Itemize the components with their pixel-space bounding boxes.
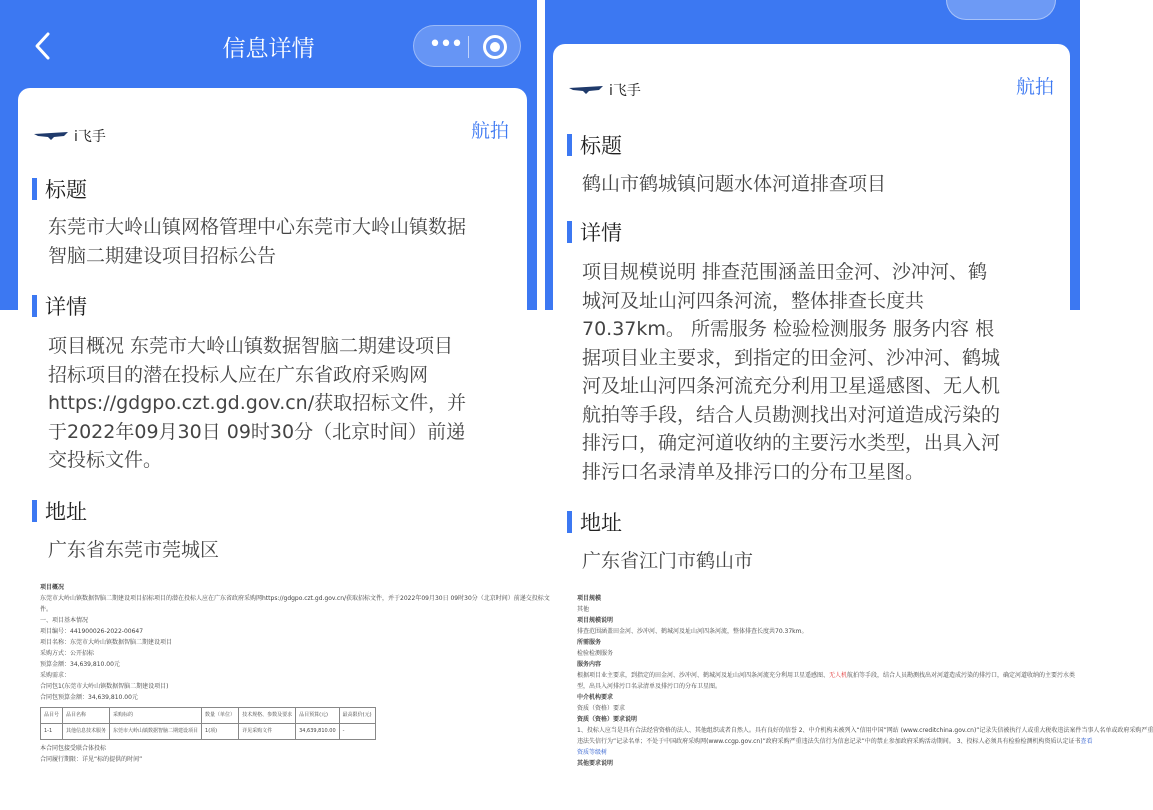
heading-bar bbox=[567, 511, 572, 533]
detail-text bbox=[48, 332, 466, 475]
table-cell: 东莞市大岭山镇数据智脑二期建设项目 bbox=[110, 724, 202, 740]
wing-logo-icon bbox=[34, 131, 68, 141]
heading-bar bbox=[32, 500, 37, 522]
page-title: 信息详情 bbox=[222, 36, 315, 62]
doc-line: 项目规模说明 bbox=[577, 617, 614, 624]
table-cell: - bbox=[339, 724, 375, 740]
right-screenshot bbox=[545, 0, 1153, 810]
detail-line: 于2022年09月30日 09时30分（北京时间）前递 bbox=[48, 420, 466, 443]
heading-text: 地址 bbox=[580, 511, 622, 535]
title-line: 东莞市大岭山镇网格管理中心东莞市大岭山镇数据 bbox=[48, 216, 467, 238]
table-cell: 1(项) bbox=[202, 724, 239, 740]
doc-line: 1、投标人应当是具有合法经营资格的法人、其他组织或者自然人。具有良好的信誉 2、中介机构未被列入“信用中国”网站 (www.creditchina.gov.cn)”记录失信被执行人或重大税收违法案件当事人名单或政府采购严重 bbox=[577, 727, 1153, 734]
title-heading bbox=[32, 174, 87, 204]
address-text: 广东省东莞市莞城区 bbox=[48, 539, 220, 561]
doc-line: 本合同包接受联合体投标 bbox=[40, 745, 107, 752]
capsule-divider bbox=[468, 36, 469, 58]
table-cell: 34,639,810.00 bbox=[296, 724, 340, 740]
detail-line: 据项目业主要求，到指定的田金河、沙冲河、鹤城 bbox=[582, 346, 1001, 369]
heading-text: 详情 bbox=[580, 221, 622, 245]
table-header-cell: 采购标的 bbox=[110, 708, 202, 724]
doc-line: 检验检测服务 bbox=[577, 650, 614, 657]
detail-line: 排污口名录清单及排污口的分布卫星图。 bbox=[582, 460, 925, 483]
detail-card bbox=[553, 44, 1153, 810]
doc-text: 航拍等手段，结合人员勘测找出对河道造成污染的排污口，确定河道收纳的主要污水类 bbox=[847, 672, 1076, 679]
detail-heading bbox=[567, 217, 622, 247]
detail-line: 70.37km。 所需服务 检验检测服务 服务内容 根 bbox=[582, 318, 995, 340]
detail-line: 项目规模说明 排查范围涵盖田金河、沙冲河、鹤 bbox=[582, 261, 988, 283]
doc-line: 预算金额：34,639,810.00元 bbox=[40, 661, 120, 668]
heading-text: 地址 bbox=[45, 500, 87, 524]
doc-line: 中介机构要求 bbox=[577, 694, 614, 701]
address-text: 广东省江门市鹤山市 bbox=[582, 550, 754, 572]
title-text bbox=[48, 213, 466, 270]
detail-line: 排污口，确定河道收纳的主要污水类型，出具入河 bbox=[582, 432, 1001, 454]
doc-line: 合同包预算金额：34,639,810.00元 bbox=[40, 694, 138, 701]
table-header-cell: 品目预算(元) bbox=[296, 708, 340, 724]
logo-text: i飞手 bbox=[609, 83, 641, 99]
category-tag: 航拍 bbox=[1015, 76, 1054, 98]
doc-line: 资质（资格）要求说明 bbox=[577, 716, 638, 723]
detail-line: 交投标文件。 bbox=[48, 449, 163, 471]
doc-line: 项目规模 bbox=[577, 595, 602, 602]
detail-line: 河及址山河四条河流充分利用卫星遥感图、无人机 bbox=[582, 375, 1001, 397]
doc-text: 违法失信行为”记录名单；不处于中国政府采购网(www.ccgp.gov.cn)”政府采购严重违法失信行为信息记录”中的禁止参加政府采购活动期间。 3、投标人必须具有检验检测机构资质认定证书 bbox=[577, 738, 1081, 745]
table-header-row bbox=[41, 708, 376, 724]
more-icon[interactable]: ••• bbox=[428, 32, 462, 57]
doc-text: 根据项目业主要求，到指定的田金河、沙冲河、鹤城河及址山河四条河流充分利用卫星遥感图、 bbox=[577, 672, 830, 679]
doc-line: 其他 bbox=[577, 606, 590, 613]
detail-card bbox=[18, 88, 550, 810]
detail-text bbox=[582, 258, 1000, 486]
doc-line: 采购需求： bbox=[40, 672, 71, 679]
heading-bar bbox=[567, 221, 572, 243]
heading-text: 标题 bbox=[580, 134, 622, 158]
detail-heading bbox=[32, 291, 87, 321]
detail-line: https://gdgpo.czt.gd.gov.cn/获取招标文件，并 bbox=[48, 392, 467, 414]
nav-bar bbox=[0, 0, 537, 88]
doc-line: 型，出具入河排污口名录清单及排污口的分布卫星图。 bbox=[577, 683, 722, 690]
doc-line bbox=[577, 736, 1093, 747]
heading-bar bbox=[32, 295, 37, 317]
left-screenshot bbox=[0, 0, 550, 810]
table-cell: 详见采购文件 bbox=[239, 724, 296, 740]
table-header-cell: 品目名称 bbox=[63, 708, 110, 724]
doc-line: 合同包1(东莞市大岭山镇数据智脑二期建设项目) bbox=[40, 683, 169, 690]
doc-line: 合同履行期限：详见“标的提供的时间” bbox=[40, 756, 143, 763]
document-image bbox=[577, 593, 1153, 769]
doc-line: 采购方式：公开招标 bbox=[40, 650, 95, 657]
logo-text: i飞手 bbox=[74, 129, 106, 145]
detail-line: 航拍等手段，结合人员勘测找出对河道造成污染的 bbox=[582, 403, 1001, 426]
doc-line: 一、项目基本情况 bbox=[40, 617, 89, 624]
table-cell: 其他信息技术服务 bbox=[63, 724, 110, 740]
doc-line: 件。 bbox=[40, 606, 53, 613]
brand-logo bbox=[569, 80, 641, 100]
doc-line: 服务内容 bbox=[577, 661, 602, 668]
detail-line: 招标项目的潜在投标人应在广东省政府采购网 bbox=[48, 363, 429, 386]
doc-line: 其他要求说明 bbox=[577, 760, 614, 767]
doc-line bbox=[577, 670, 1076, 681]
doc-link[interactable]: 资质等级树 bbox=[577, 749, 608, 756]
close-miniprogram-icon[interactable] bbox=[483, 35, 507, 59]
detail-line: 城河及址山河四条河流，整体排查长度共 bbox=[582, 289, 925, 312]
doc-table bbox=[40, 707, 376, 740]
title-line: 鹤山市鹤城镇问题水体河道排查项目 bbox=[582, 173, 887, 195]
doc-link[interactable]: 查看 bbox=[1080, 738, 1093, 745]
title-line: 智脑二期建设项目招标公告 bbox=[48, 244, 277, 267]
table-header-cell: 品目号 bbox=[41, 708, 63, 724]
address-heading bbox=[32, 496, 87, 526]
doc-line: 所需服务 bbox=[577, 639, 602, 646]
table-row bbox=[41, 724, 376, 740]
doc-line: 项目概况 bbox=[40, 584, 65, 591]
doc-line: 项目名称：东莞市大岭山镇数据智脑二期建设项目 bbox=[40, 639, 173, 646]
table-header-cell: 数量（单位） bbox=[202, 708, 239, 724]
heading-text: 详情 bbox=[45, 295, 87, 319]
address-heading bbox=[567, 507, 622, 537]
detail-line: 项目概况 东莞市大岭山镇数据智脑二期建设项目 bbox=[48, 335, 454, 357]
title-heading bbox=[567, 130, 622, 160]
heading-bar bbox=[567, 134, 572, 156]
table-header-cell: 最高限价(元) bbox=[339, 708, 375, 724]
brand-logo bbox=[34, 126, 106, 146]
table-cell: 1-1 bbox=[41, 724, 63, 740]
heading-bar bbox=[32, 178, 37, 200]
category-tag: 航拍 bbox=[470, 120, 509, 142]
miniprogram-capsule[interactable] bbox=[946, 0, 1056, 20]
table-header-cell: 技术规格、参数及要求 bbox=[239, 708, 296, 724]
doc-highlight: 无人机 bbox=[829, 672, 848, 679]
title-text bbox=[582, 170, 886, 199]
wing-logo-icon bbox=[569, 85, 603, 95]
doc-line: 项目编号：441900026-2022-00647 bbox=[40, 628, 144, 635]
doc-line: 排查范围涵盖田金河、沙冲河、鹤城河及址山河四条河流，整体排查长度共70.37km。 bbox=[577, 628, 808, 635]
miniprogram-capsule bbox=[413, 25, 521, 67]
heading-text: 标题 bbox=[45, 178, 87, 202]
document-image bbox=[40, 582, 550, 765]
doc-line: 东莞市大岭山镇数据智脑二期建设项目招标项目的潜在投标人应在广东省政府采购网https://gdgpo.czt.gd.gov.cn/获取招标文件，并于2022年09月30日 09时30分（北京时间）前递交投标文 bbox=[40, 595, 550, 602]
doc-line: 资质（资格）要求 bbox=[577, 705, 626, 712]
